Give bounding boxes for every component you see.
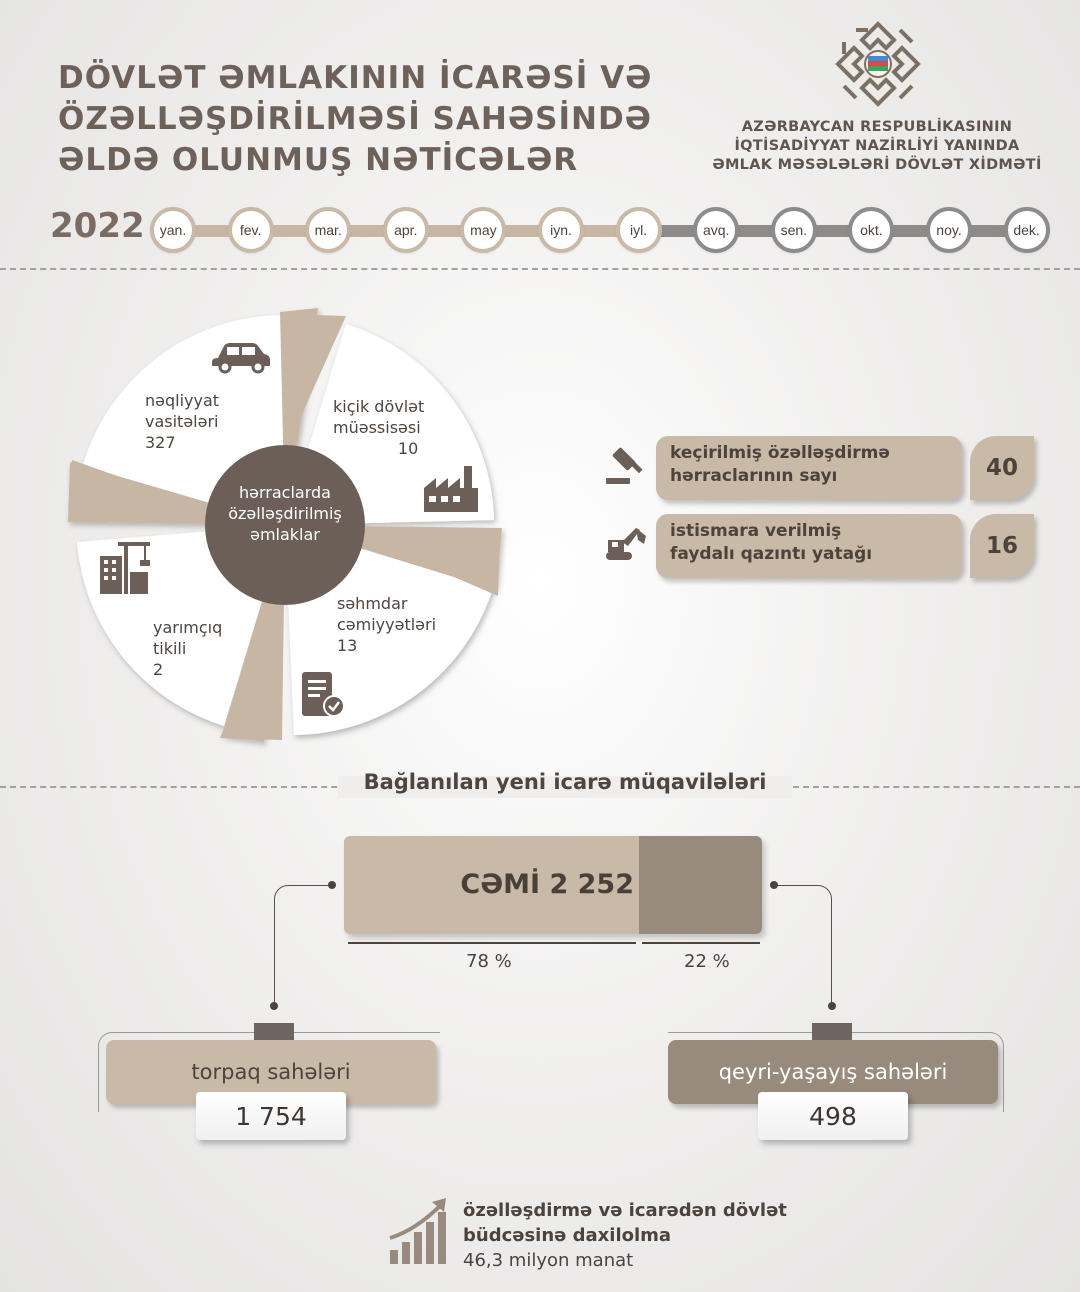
segment-label: cəmiyyətləri — [337, 615, 437, 634]
month-label: avq. — [702, 222, 730, 238]
timeline-month-3 — [383, 207, 429, 253]
stat-label: hərraclarının sayı — [670, 466, 838, 486]
excavator-icon — [604, 522, 648, 566]
timeline-month-7 — [693, 207, 739, 253]
month-label: sen. — [780, 222, 808, 238]
total-bar-nonres-share — [639, 836, 762, 934]
center-line: özəlləşdirilmiş — [228, 504, 342, 523]
timeline-month-5 — [538, 207, 584, 253]
segment-value: 10 — [397, 439, 419, 458]
segment-value: 2 — [153, 660, 164, 679]
org-line: ƏMLAK MƏSƏLƏLƏRİ DÖVLƏT XİDMƏTİ — [712, 157, 1042, 173]
stat-deposits — [656, 514, 962, 578]
stat-label: istismara verilmiş — [670, 521, 842, 541]
month-label: noy. — [936, 222, 962, 238]
connector-dot — [770, 881, 778, 889]
lease-section-title: Bağlanılan yeni icarə müqavilələri — [363, 770, 767, 794]
nonres-tab — [812, 1023, 852, 1041]
title-line: ÖZƏLLƏŞDİRİLMƏSİ SAHƏSİNDƏ — [58, 101, 653, 137]
month-label: yan. — [159, 222, 187, 238]
segment-label: nəqliyyat — [145, 391, 220, 410]
month-label: apr. — [394, 222, 418, 238]
share-line-nonres — [642, 942, 760, 944]
timeline-month-4 — [460, 207, 506, 253]
budget-revenue — [463, 1198, 883, 1273]
nonres-label-box: qeyri-yaşayış sahələri — [668, 1040, 998, 1104]
segment-small-enterprises — [333, 396, 424, 459]
segment-label: kiçik dövlət — [333, 397, 425, 416]
stat-auctions — [656, 436, 962, 500]
timeline-month-11 — [1004, 207, 1050, 253]
lease-total-label: CƏMİ 2 252 — [460, 869, 634, 900]
timeline-month-2 — [305, 207, 351, 253]
month-label: fev. — [239, 222, 262, 238]
connector-dot — [828, 1002, 836, 1010]
timeline-month-0 — [150, 207, 196, 253]
title-line: ƏLDƏ OLUNMUŞ NƏTİCƏLƏR — [58, 142, 579, 178]
org-line: İQTİSADİYYAT NAZİRLİYİ YANINDA — [734, 138, 1020, 154]
center-line: hərraclarda — [239, 483, 331, 502]
timeline-month-6 — [616, 207, 662, 253]
month-label: may — [470, 222, 497, 238]
gavel-icon — [604, 444, 648, 488]
ministry-emblem-icon — [834, 20, 922, 108]
title-line: DÖVLƏT ƏMLAKININ İCARƏSİ VƏ — [58, 60, 653, 96]
segment-vehicles — [145, 390, 219, 453]
timeline-month-1 — [228, 207, 274, 253]
timeline-month-9 — [848, 207, 894, 253]
nonres-value: 498 — [758, 1092, 908, 1140]
segment-label: səhmdar — [337, 594, 408, 613]
growth-chart-icon — [386, 1196, 452, 1268]
stat-label: faydalı qazıntı yatağı — [670, 544, 873, 564]
timeline-year: 2022 — [50, 206, 145, 246]
month-label: okt. — [860, 222, 883, 238]
connector-right — [774, 885, 832, 1005]
month-label: iyn. — [550, 222, 572, 238]
month-label: mar. — [314, 222, 342, 238]
month-label: iyl. — [630, 222, 648, 238]
org-line: AZƏRBAYCAN RESPUBLİKASININ — [741, 119, 1013, 135]
segment-label: müəssisəsi — [333, 418, 421, 437]
segment-joint-stock — [337, 593, 436, 656]
share-line-land — [348, 942, 636, 944]
budget-line: özəlləşdirmə və icarədən dövlət — [463, 1200, 787, 1221]
center-line: əmlaklar — [250, 525, 320, 544]
land-tab — [254, 1023, 294, 1041]
connector-dot — [270, 1002, 278, 1010]
budget-line: büdcəsinə daxilolma — [463, 1225, 672, 1246]
segment-value: 327 — [145, 433, 176, 452]
stat-value: 16 — [970, 514, 1034, 578]
connector-dot — [328, 881, 336, 889]
land-value: 1 754 — [196, 1092, 346, 1140]
stat-value: 40 — [970, 436, 1034, 500]
budget-amount: 46,3 milyon manat — [463, 1250, 634, 1271]
segment-label: yarımçıq — [153, 618, 223, 637]
pie-center-label — [210, 482, 360, 545]
segment-label: vasitələri — [145, 412, 219, 431]
segment-label: tikili — [153, 639, 187, 658]
connector-left — [274, 885, 334, 1005]
organization-name — [700, 118, 1054, 175]
segment-value: 13 — [337, 636, 358, 655]
page-title — [58, 58, 698, 181]
share-nonres: 22 % — [684, 951, 730, 972]
lease-total-bar — [344, 836, 762, 934]
land-label-box: torpaq sahələri — [106, 1040, 436, 1104]
timeline-month-10 — [926, 207, 972, 253]
month-label: dek. — [1013, 222, 1040, 238]
share-land: 78 % — [466, 951, 512, 972]
section-divider — [0, 268, 1080, 270]
stat-label: keçirilmiş özəlləşdirmə — [670, 443, 890, 463]
segment-unfinished — [153, 617, 222, 680]
timeline-month-8 — [771, 207, 817, 253]
